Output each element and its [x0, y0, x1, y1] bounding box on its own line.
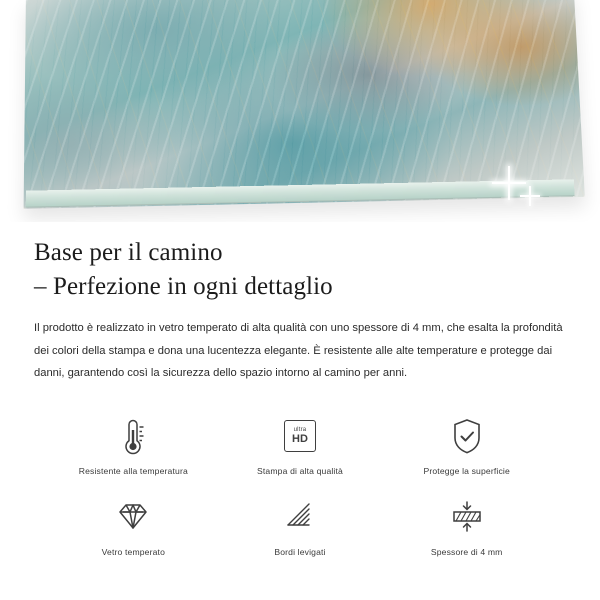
polished-edges-icon: [278, 494, 322, 540]
feature-item: [217, 494, 384, 557]
hero-image: [0, 0, 600, 222]
page-title: [34, 236, 566, 303]
feature-item: [383, 413, 550, 476]
product-description: Il prodotto è realizzato in vetro temperato di alta qualità con uno spessore di 4 mm, che esalta la profondità dei colori della stampa e dona una lucentezza elegante. È resistente alle alte temperature e protegge dai danni, garantendo così la sicurezza dello spazio intorno al camino per anni.: [34, 322, 563, 380]
feature-item: [383, 494, 550, 557]
shield-check-icon: [448, 413, 486, 459]
feature-label: Bordi levigati: [274, 546, 326, 557]
feature-label: Protegge la superficie: [423, 465, 510, 476]
feature-label: Spessore di 4 mm: [430, 546, 503, 557]
diamond-icon: [112, 494, 154, 540]
glass-panel-artwork: [24, 0, 585, 209]
headline-line-1: Base per il camino: [34, 239, 223, 266]
feature-item: [50, 494, 217, 557]
headline-line-2: – Perfezione in ogni dettaglio: [34, 272, 333, 300]
feature-item: [217, 413, 384, 476]
feature-label: Resistente alla temperatura: [78, 465, 188, 476]
feature-label: Vetro temperato: [101, 546, 166, 557]
thermometer-icon: [113, 413, 153, 459]
ultra-hd-badge-bottom: HD: [292, 432, 308, 445]
feature-item: [50, 413, 217, 476]
feature-grid: [34, 413, 566, 557]
ultra-hd-icon: [284, 413, 316, 459]
ultra-hd-badge-top: ultra: [293, 426, 307, 433]
content-block: [0, 222, 600, 557]
thickness-icon: [445, 494, 489, 540]
feature-label: Stampa di alta qualità: [257, 465, 343, 476]
